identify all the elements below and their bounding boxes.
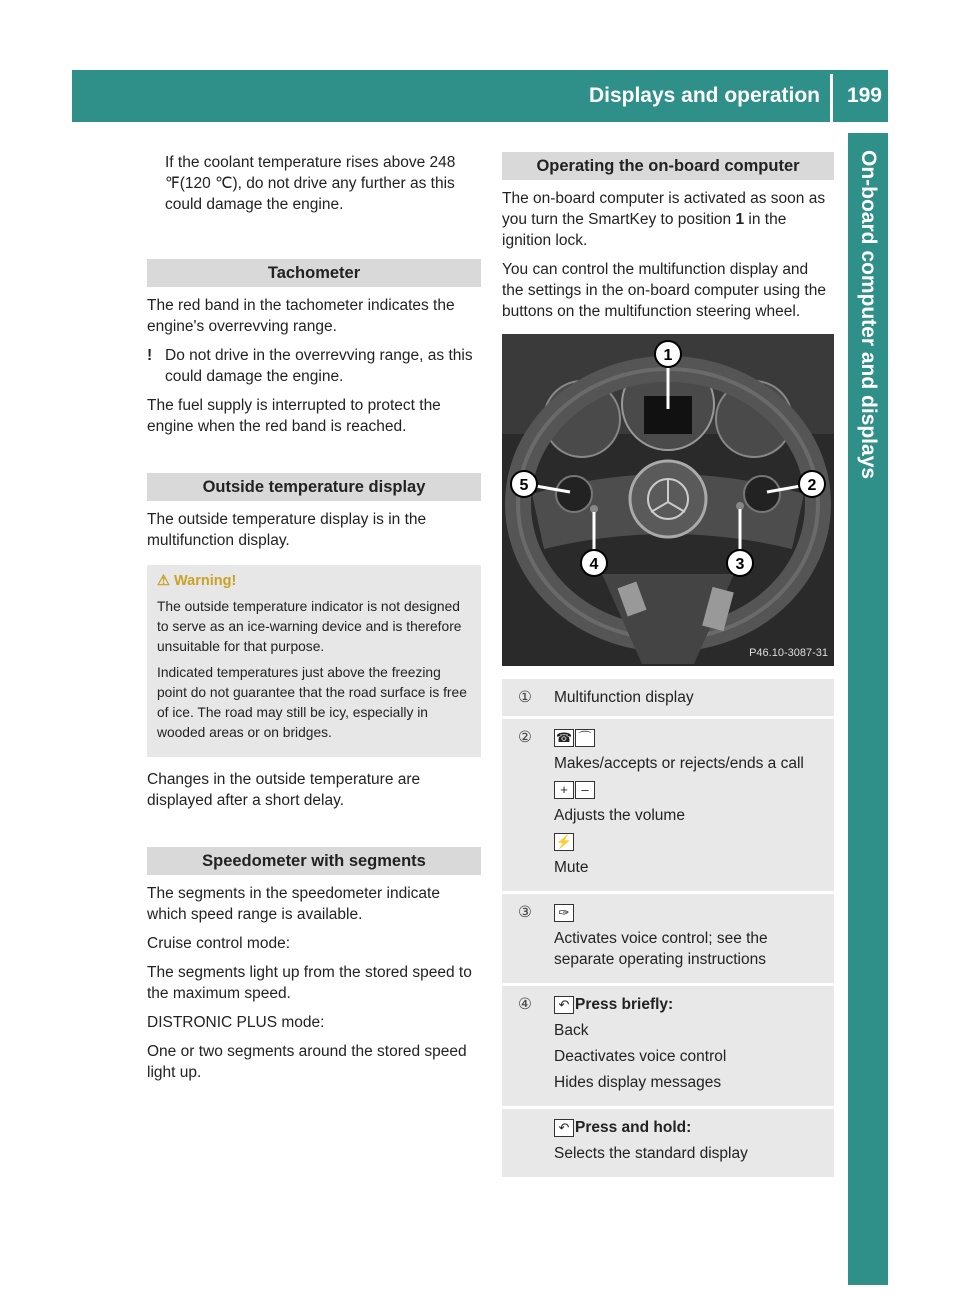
callout-2 xyxy=(799,471,825,497)
note-text: Do not drive in the overrevving range, as this could damage the engine. xyxy=(165,347,473,385)
legend-text: ☎ ⌒ Makes/accepts or rejects/ends a call + – Adjusts the volume ⚡ Mute xyxy=(548,719,834,891)
coolant-note: If the coolant temperature rises above 248 ℉(120 ℃), do not drive any further as this could damage the engine. xyxy=(165,154,456,213)
svg-text:4: 4 xyxy=(589,556,599,573)
cruise-label: Cruise control mode: xyxy=(147,935,291,952)
figure-code: P46.10-3087-31 xyxy=(749,647,828,659)
voice-control-icon: ✑ xyxy=(554,904,574,922)
back-icon: ↶ xyxy=(554,1119,574,1137)
steering-wheel-illustration xyxy=(502,334,834,666)
outside-temp-text: The outside temperature display is in the multifunction display. xyxy=(147,511,427,549)
right-column xyxy=(502,152,834,1180)
table-row xyxy=(502,679,834,716)
warning-title: ⚠ Warning! xyxy=(157,573,237,589)
tachometer-text: The red band in the tachometer indicates the engine's overrevving range. xyxy=(147,297,455,335)
svg-text:5: 5 xyxy=(519,477,529,494)
phone-accept-icon: ⌒ xyxy=(575,729,595,747)
svg-text:3: 3 xyxy=(735,556,745,573)
callout-3 xyxy=(727,550,753,576)
volume-up-icon: + xyxy=(554,781,574,799)
outside-temp-delay-text: Changes in the outside temperature are displayed after a short delay. xyxy=(147,771,421,809)
side-tab-label: On-board computer and displays xyxy=(857,150,880,480)
table-row xyxy=(502,719,834,891)
svg-text:2: 2 xyxy=(807,477,817,494)
legend-text: ↶ Press and hold: Selects the standard display xyxy=(548,1109,834,1177)
warning-triangle-icon: ⚠ xyxy=(157,573,170,589)
legend-number: ③ xyxy=(502,894,548,983)
svg-text:1: 1 xyxy=(663,347,673,364)
control-text: You can control the multifunction display and the settings in the on-board computer using the buttons on the multifunction steering wheel. xyxy=(502,261,826,320)
tachometer-heading: Tachometer xyxy=(147,259,481,287)
on-board-heading: Operating the on-board computer xyxy=(502,152,834,180)
page-title: Displays and operation xyxy=(588,84,820,107)
distronic-text: One or two segments around the stored speed light up. xyxy=(147,1043,467,1081)
outside-temp-heading: Outside temperature display xyxy=(147,473,481,501)
fuel-supply-text: The fuel supply is interrupted to protect the engine when the red band is reached. xyxy=(147,397,441,435)
speedometer-heading: Speedometer with segments xyxy=(147,847,481,875)
left-column xyxy=(147,152,481,1091)
distronic-label: DISTRONIC PLUS mode: xyxy=(147,1014,325,1031)
legend-table xyxy=(502,676,834,1180)
legend-text: ↶ Press briefly: Back Deactivates voice control Hides display messages xyxy=(548,986,834,1106)
warning-box xyxy=(147,565,481,757)
warning-text-1: The outside temperature indicator is not designed to serve as an ice-warning device and is therefore unsuitable for that purpose. xyxy=(157,599,462,654)
table-row xyxy=(502,986,834,1106)
side-marker xyxy=(848,1235,888,1275)
volume-down-icon: – xyxy=(575,781,595,799)
page-number: 199 xyxy=(846,84,882,107)
callout-1 xyxy=(655,341,681,367)
callout-5 xyxy=(511,471,537,497)
legend-text: ✑ Activates voice control; see the separate operating instructions xyxy=(548,894,834,983)
header-bar xyxy=(72,70,888,122)
legend-text: Multifunction display xyxy=(548,679,834,716)
table-row xyxy=(502,894,834,983)
legend-number: ④ xyxy=(502,986,548,1106)
activation-text: The on-board computer is activated as soon as you turn the SmartKey to position 1 in the ignition lock. xyxy=(502,190,826,249)
callout-4 xyxy=(581,550,607,576)
steering-wheel-figure xyxy=(502,334,834,666)
legend-number: ① xyxy=(502,679,548,716)
exclamation-icon: ! xyxy=(147,347,153,364)
cruise-text: The segments light up from the stored speed to the maximum speed. xyxy=(147,964,472,1002)
legend-number: ② xyxy=(502,719,548,891)
tachometer-note xyxy=(147,345,481,387)
table-row xyxy=(502,1109,834,1177)
warning-text-2: Indicated temperatures just above the freezing point do not guarantee that the road surface is free of ice. The road may still be icy, especially in wooded areas or on bridges. xyxy=(157,665,467,740)
legend-number xyxy=(502,1109,548,1177)
mute-icon: ⚡ xyxy=(555,833,573,849)
header-divider xyxy=(830,74,833,122)
speedometer-text: The segments in the speedometer indicate which speed range is available. xyxy=(147,885,440,923)
phone-hangup-icon: ☎ xyxy=(555,729,573,745)
back-icon: ↶ xyxy=(554,996,574,1014)
